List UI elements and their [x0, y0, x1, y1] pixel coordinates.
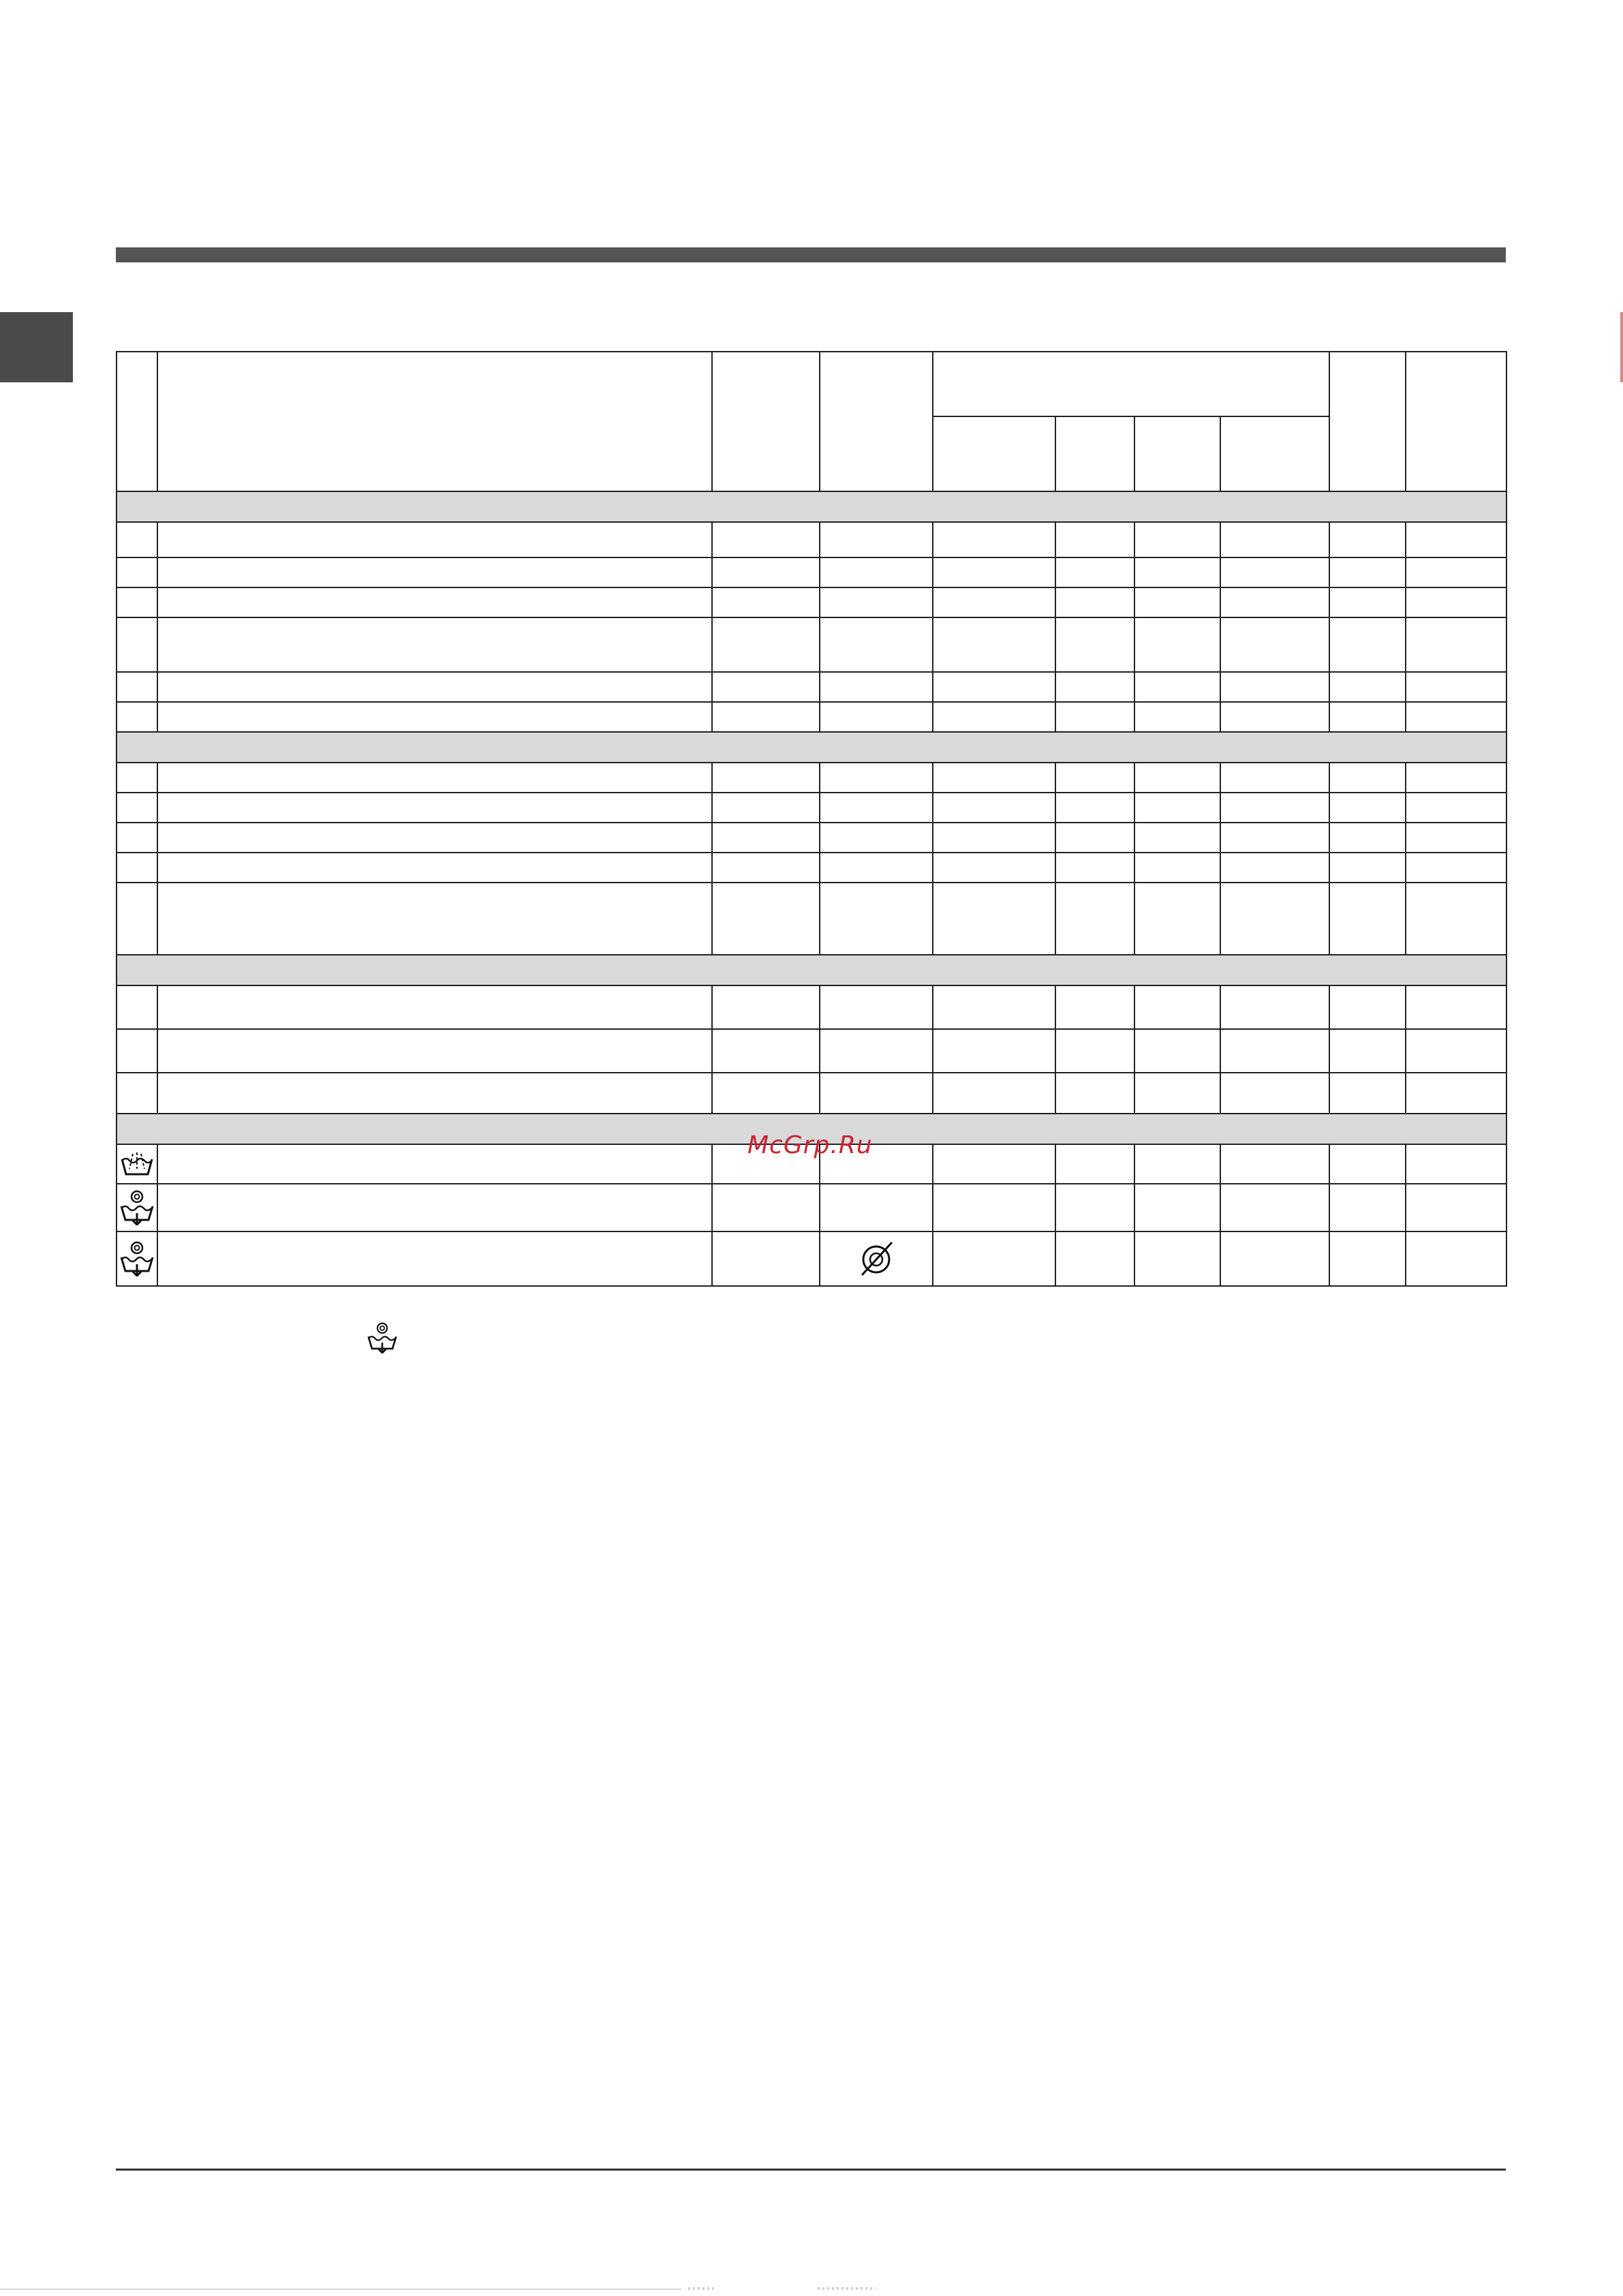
- section-row: [117, 491, 1506, 522]
- scan-artifact: [0, 2289, 681, 2290]
- footer-rule: [116, 2169, 1506, 2171]
- spin-drain-icon: [366, 1322, 399, 1356]
- table-row: [117, 1231, 1506, 1286]
- rinse-basin-icon: [117, 1151, 157, 1177]
- table-row: [117, 1184, 1506, 1231]
- table-row: [117, 672, 1506, 702]
- no-spin-icon: [820, 1239, 932, 1279]
- spin-drain-icon: [117, 1241, 157, 1276]
- scan-artifact: [818, 2287, 876, 2290]
- table-row: [117, 985, 1506, 1029]
- header-bar: [116, 247, 1506, 262]
- table-row: [117, 587, 1506, 617]
- scan-artifact: [688, 2287, 715, 2290]
- watermark: McGrp.Ru: [747, 1131, 873, 1159]
- language-tab: [0, 312, 73, 382]
- table-row: [117, 763, 1506, 793]
- table-row: [117, 522, 1506, 557]
- table-row: [117, 617, 1506, 672]
- table-row: [117, 793, 1506, 823]
- table-row: [117, 702, 1506, 732]
- section-row: [117, 732, 1506, 763]
- edge-mark: [1620, 312, 1623, 382]
- table-row: [117, 1073, 1506, 1114]
- section-row: [117, 955, 1506, 985]
- table-row: [117, 853, 1506, 883]
- table-row: [117, 883, 1506, 955]
- header-row-1: [117, 352, 1506, 416]
- spin-drain-icon: [117, 1190, 157, 1225]
- table-row: [117, 823, 1506, 853]
- table-row: [117, 1029, 1506, 1073]
- table-row: [117, 557, 1506, 587]
